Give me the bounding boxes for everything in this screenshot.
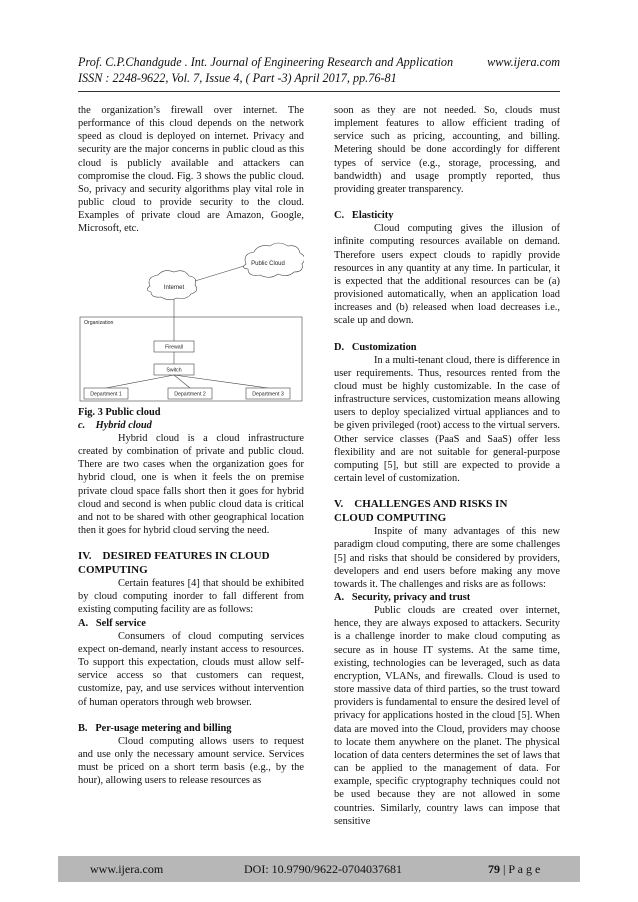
journal-url[interactable]: www.ijera.com bbox=[487, 55, 560, 69]
page-number-value: 79 bbox=[488, 861, 500, 876]
department-2-label: Department 2 bbox=[174, 391, 206, 398]
header-divider bbox=[78, 91, 560, 92]
paragraph: Certain features [4] that should be exhibited by cloud computing inorder to fall different from existing computing facility are as follows: bbox=[78, 578, 304, 616]
paragraph: Inspite of many advantages of this new paradigm cloud computing, there are some challenges [5] and risks that should be considered by providers, developers and end users before making any move towards it. The challenges and risks are as follows: bbox=[334, 526, 560, 590]
public-cloud-label: Public Cloud bbox=[251, 260, 285, 267]
issn-line: ISSN : 2248-9622, Vol. 7, Issue 4, ( Part -3) April 2017, pp.76-81 bbox=[78, 71, 397, 85]
department-3-label: Department 3 bbox=[252, 391, 284, 398]
department-1-label: Department 1 bbox=[90, 391, 122, 398]
paragraph: Public clouds are created over internet, hence, they are always exposed to attackers. Security is a challenge inorder to make cloud computing as secure as in house IT systems. At the same time, existing, technologies can be leveraged, such as data encryption, VLANs, and firewalls. Cloud is used to store massive data of third parties, so the trust toward providers is fundamental to ensure the desired level of privacy for applications hosted in the cloud [5]. When data are moved into the Cloud, providers may choose to locate them anywhere on the planet. The physical location of data centers determines the set of laws that can be applied to the management of data. For example, specific cryptography techniques could not be used because they are not allowed in some countries. Similarly, country laws can impose that sensitive bbox=[334, 605, 560, 827]
subsection-heading: c. Hybrid cloud bbox=[78, 419, 152, 431]
paragraph: the organization’s firewall over internet. The performance of this cloud depends on the network speed as cloud is deployed on internet. Privacy and security are the major concerns in public cloud as this cloud is publicly available and attackers can compromise the cloud. Fig. 3 shows the public cloud. So, privacy and security algorithms play vital role in public cloud to provide security to the cloud. Examples of private cloud are Amazon, Google, Microsoft, etc. bbox=[78, 105, 304, 235]
switch-dept3-link bbox=[174, 375, 268, 388]
section-heading: V. CHALLENGES AND RISKS IN bbox=[334, 498, 508, 511]
cloud-link bbox=[195, 266, 244, 281]
subsection-heading: D. Customization bbox=[334, 341, 417, 353]
paragraph: Cloud computing gives the illusion of infinite computing resources available on demand. Therefore users expect clouds to rapidly provide resources in any quantity at any time. In particular, it is expected that the additional resources can be (a) provisioned automatically, when an application load increases and (b) released when load decreases i.e., scale up and down. bbox=[334, 223, 560, 327]
paragraph: In a multi-tenant cloud, there is difference in user requirements. Thus, resources rented from the cloud must be highly customizable. In the case of infrastructure services, customization means allowing users to deploy specialized virtual appliances and to be given privileged (root) access to the virtual servers. Other service classes (PaaS and SaaS) offer less flexibility and are not suitable for general-purpose computing [5], but still are expected to provide a certain level of customization. bbox=[334, 354, 560, 485]
page-footer bbox=[58, 856, 580, 882]
subsection-heading: A. Security, privacy and trust bbox=[334, 592, 471, 603]
subsection-heading: C. Elasticity bbox=[334, 210, 394, 222]
page-number bbox=[488, 862, 540, 877]
left-column bbox=[78, 104, 304, 787]
section-heading-cont: CLOUD COMPUTING bbox=[334, 511, 447, 524]
running-header bbox=[78, 54, 560, 86]
internet-label: Internet bbox=[163, 284, 185, 291]
organization-label: Organization bbox=[84, 319, 114, 326]
switch-dept1-link bbox=[106, 375, 174, 388]
page-label: | P a g e bbox=[500, 861, 541, 876]
paragraph: Cloud computing allows users to request and use only the necessary amount service. Services must be priced on a short term basis (e.g., by the hour), allowing users to release resources as bbox=[78, 735, 304, 787]
switch-label: Switch bbox=[166, 367, 182, 374]
right-column bbox=[334, 104, 560, 828]
firewall-label: Firewall bbox=[165, 344, 183, 351]
subsection-heading: A. Self service bbox=[78, 617, 146, 629]
paragraph: Consumers of cloud computing services expect on-demand, nearly instant access to resources. To support this expectation, clouds must allow self-service access so that customers can request, customize, pay, and use services without intervention of human operators through web browser. bbox=[78, 630, 304, 708]
footer-doi: DOI: 10.9790/9622-0704037681 bbox=[244, 861, 402, 876]
figure-caption: Fig. 3 Public cloud bbox=[78, 406, 161, 418]
paragraph: soon as they are not needed. So, clouds must implement features to allow efficient trading of service such as pricing, accounting, and billing. Metering should be done accordingly for different types of service (e.g., storage, processing, and bandwidth) and usage promptly reported, thus providing greater transparency. bbox=[334, 105, 560, 195]
section-heading-cont: COMPUTING bbox=[78, 563, 148, 576]
subsection-heading: B. Per-usage metering and billing bbox=[78, 722, 232, 734]
paragraph: Hybrid cloud is a cloud infrastructure created by combination of private and public cloud. There are two cases when the organization goes for hybrid cloud, one is when it feels the on premise private cloud space falls short then it goes for hybrid cloud and second is when public cloud data is critical and not to be shared with other geographical location then it goes for hybrid cloud serving the need. bbox=[78, 432, 304, 536]
journal-citation: Prof. C.P.Chandgude . Int. Journal of Engineering Research and Application bbox=[78, 55, 454, 69]
section-heading: IV. DESIRED FEATURES IN CLOUD bbox=[78, 550, 270, 563]
public-cloud-figure bbox=[78, 242, 304, 402]
footer-url[interactable]: www.ijera.com bbox=[90, 861, 164, 876]
